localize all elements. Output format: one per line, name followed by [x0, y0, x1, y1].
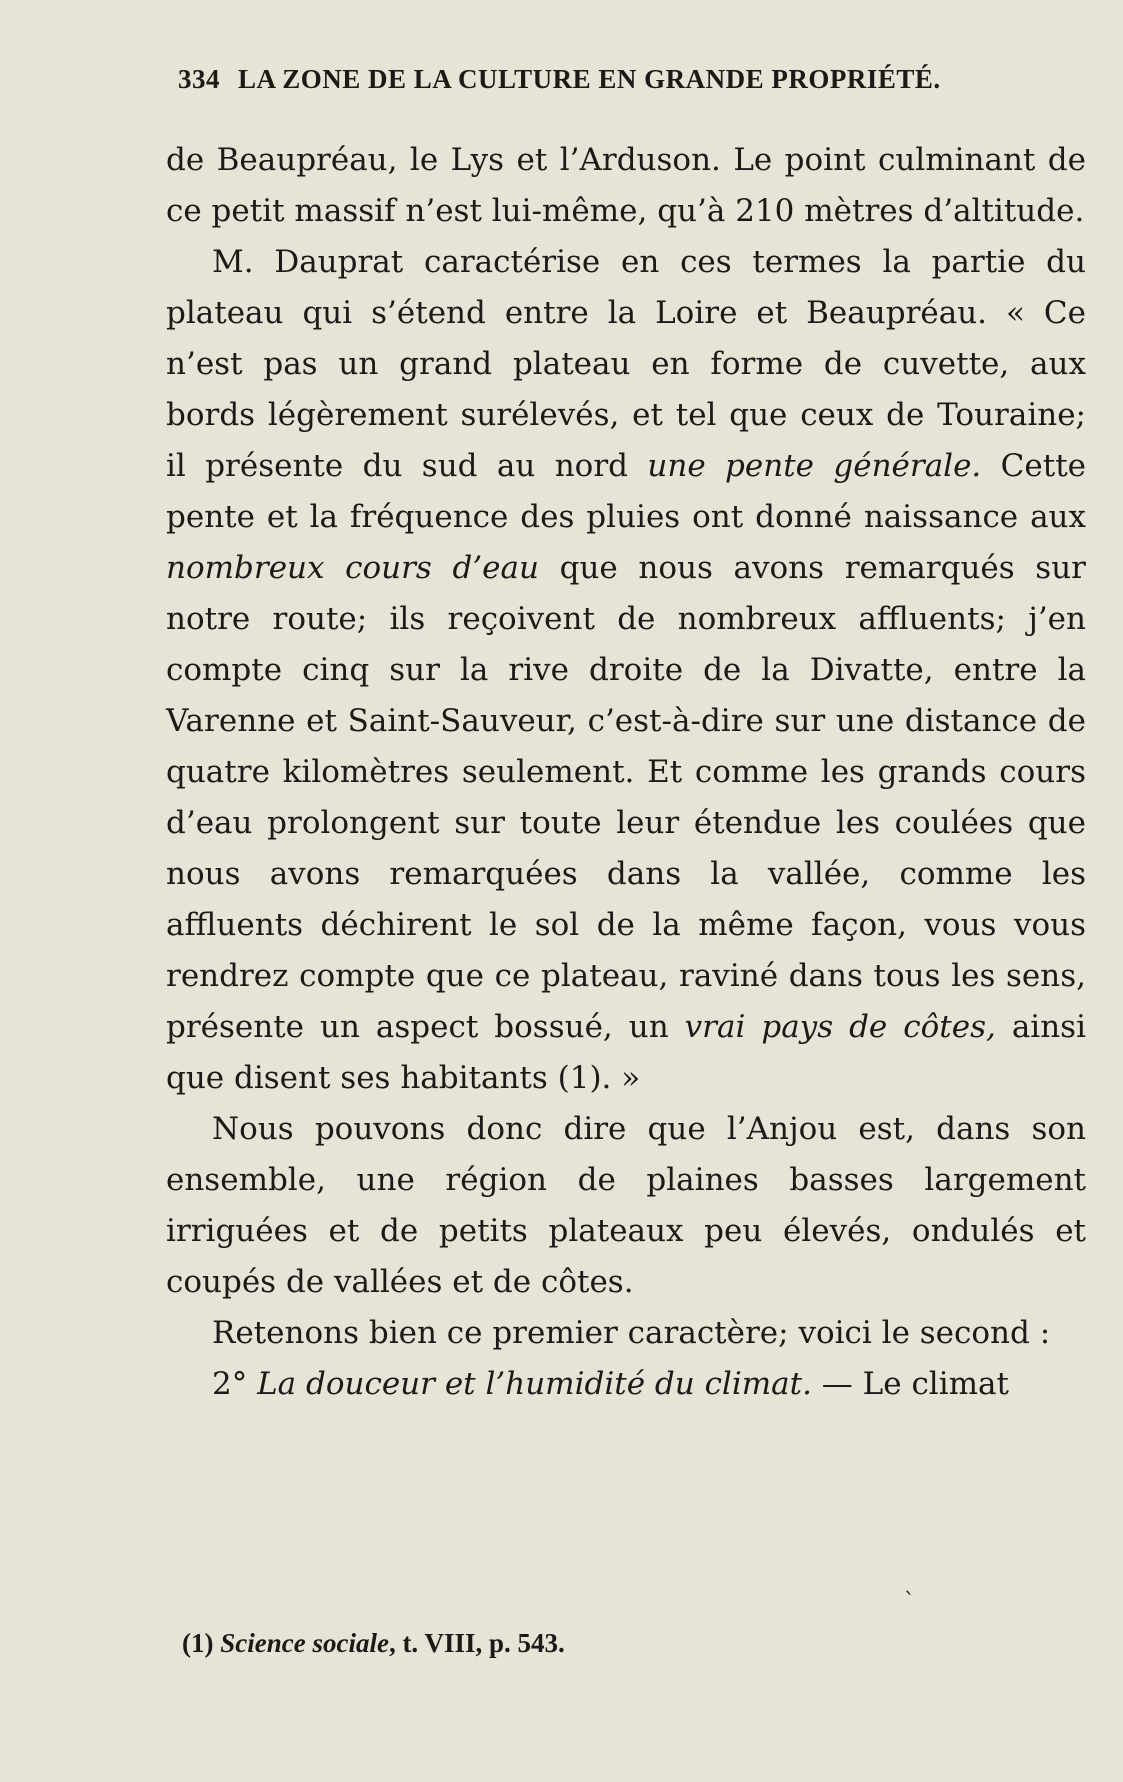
italic-une-pente-generale: une pente générale. [647, 448, 982, 484]
paragraph-2-part-c: que nous avons remarqués sur notre route; ils reçoivent de nombreux affluents; j’en compte cinq sur la rive droite de la Divatte, entre la Varenne et Saint-Sauveur, c’est-à-dire sur une distance de quatre kilomètres seulement. Et comme les grands cours d’eau prolongent sur toute leur étendue les coulées que nous avons remarquées dans la vallée, comme les affluents déchirent le sol de la même façon, vous vous rendrez compte que ce plateau, raviné dans tous les sens, présente un aspect bossué, un [166, 550, 1086, 1045]
paragraph-2-part-b: Cette pente et la fréquence des pluies ont donné naissance aux [166, 448, 1086, 535]
paragraph-5-rest: — Le climat [811, 1366, 1009, 1402]
footnote-detail: , t. VIII, p. 543. [388, 1628, 565, 1658]
paragraph-3: Nous pouvons donc dire que l’Anjou est, dans son ensemble, une région de plaines basses largement irriguées et de petits plateaux peu élevés, ondulés et coupés de vallées et de côtes. [166, 1111, 1086, 1300]
paragraph-2-part-a: M. Dauprat caractérise en ces termes la partie du plateau qui s’étend entre la Loire et Beaupréau. « Ce n’est pas un grand plateau en forme de cuvette, aux bords légèrement surélevés, et tel que ceux de Touraine; il présente du sud au nord [166, 244, 1086, 484]
italic-nombreux-cours-deau: nombreux cours d’eau [166, 550, 539, 586]
body-text [166, 135, 1086, 1410]
page-number: 334 [178, 64, 220, 94]
paragraph-2-part-d: ainsi que disent ses habitants (1). » [166, 1009, 1087, 1096]
paragraph-1: de Beaupréau, le Lys et l’Arduson. Le point culminant de ce petit massif n’est lui-même, qu’à 210 mètres d’altitude. [166, 142, 1086, 229]
footnote [182, 1628, 565, 1659]
footnote-marker: (1) [182, 1628, 221, 1658]
paragraph-2 [166, 237, 1086, 1104]
running-title: LA ZONE DE LA CULTURE EN GRANDE PROPRIÉTÉ. [238, 64, 941, 94]
footnote-source: Science sociale [220, 1628, 389, 1658]
section-heading-italic: La douceur et l’humidité du climat. [257, 1366, 812, 1402]
paragraph-5 [166, 1359, 1086, 1410]
print-mark: ` [904, 1590, 915, 1615]
italic-vrai-pays-de-cotes: vrai pays de côtes, [684, 1009, 996, 1045]
paragraph-4: Retenons bien ce premier caractère; voici le second : [212, 1315, 1051, 1351]
running-header [178, 64, 1068, 95]
section-number: 2° [212, 1366, 258, 1402]
